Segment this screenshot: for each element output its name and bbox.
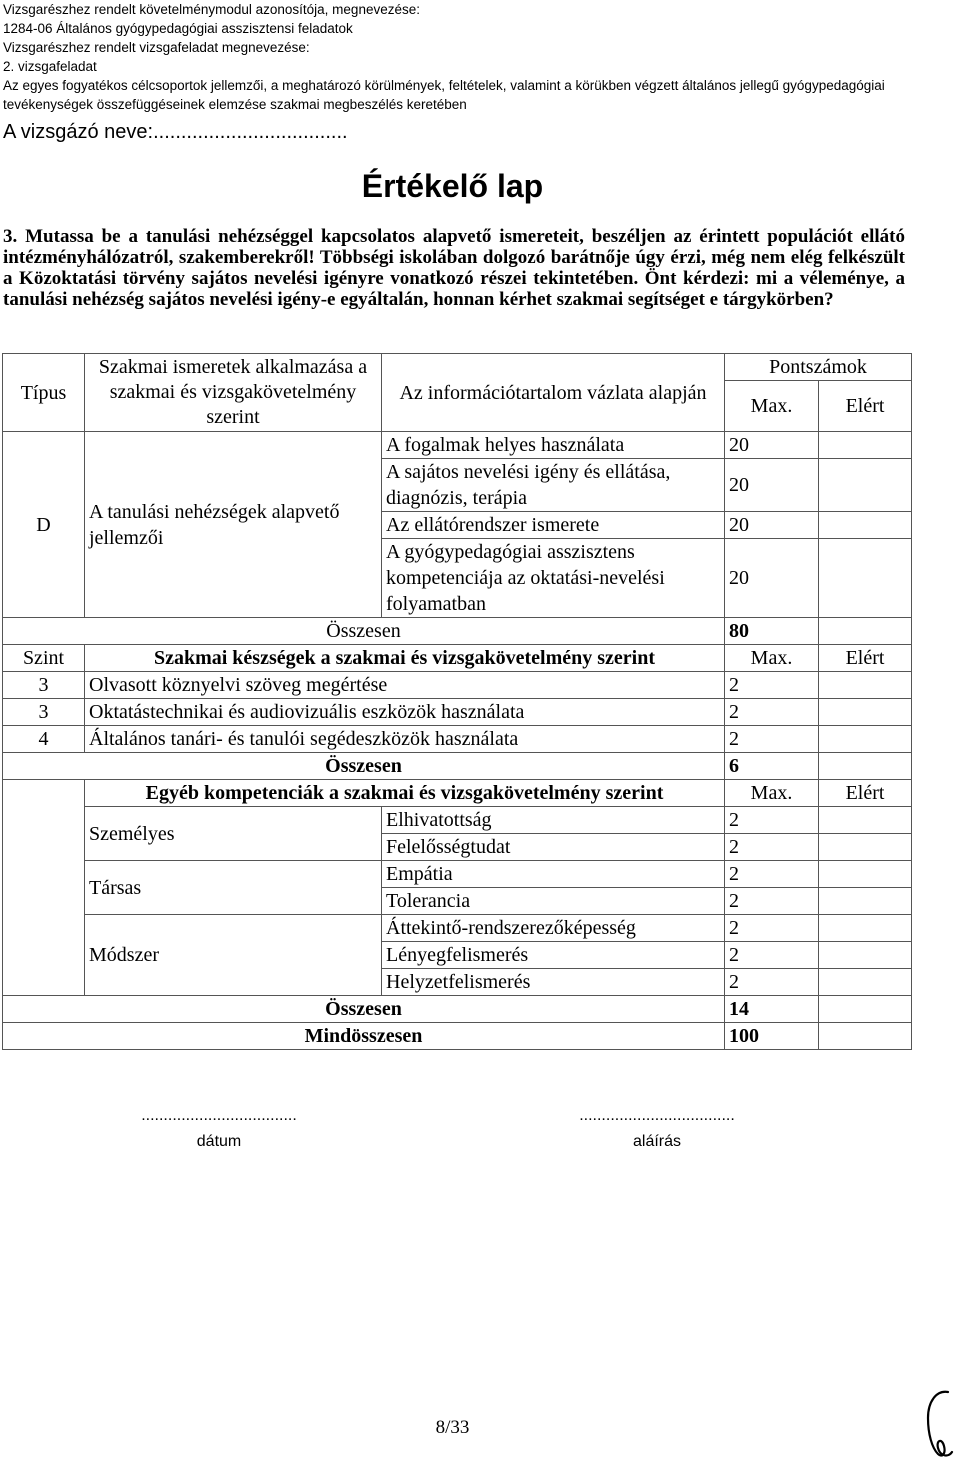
max-value: 2 <box>725 672 819 699</box>
competency-group-method: Módszer <box>85 915 382 996</box>
evaluation-table <box>2 353 912 1050</box>
grand-total-value: 100 <box>725 1023 819 1050</box>
achieved-cell[interactable] <box>819 539 912 618</box>
col-header-achieved: Elért <box>819 645 912 672</box>
max-value: 20 <box>725 432 819 459</box>
achieved-cell[interactable] <box>819 807 912 834</box>
date-dots: ................................... <box>141 1107 297 1124</box>
competency-item: Helyzetfelismerés <box>382 969 725 996</box>
competency-item: Áttekintő-rendszerezőképesség <box>382 915 725 942</box>
max-value: 2 <box>725 807 819 834</box>
date-field <box>88 1106 350 1152</box>
content-item: Az ellátórendszer ismerete <box>382 512 725 539</box>
total-label: Összesen <box>3 618 725 645</box>
max-value: 2 <box>725 888 819 915</box>
max-value: 20 <box>725 512 819 539</box>
col-header-content: Az információtartalom vázlata alapján <box>382 354 725 432</box>
level-value: 3 <box>3 672 85 699</box>
col-header-level: Szint <box>3 645 85 672</box>
content-item: A gyógypedagógiai asszisztens kompetenciája az oktatási-nevelési folyamatban <box>382 539 725 618</box>
achieved-cell[interactable] <box>819 432 912 459</box>
max-value: 2 <box>725 942 819 969</box>
max-value: 2 <box>725 699 819 726</box>
achieved-cell[interactable] <box>819 861 912 888</box>
max-value: 2 <box>725 915 819 942</box>
achieved-cell[interactable] <box>819 915 912 942</box>
max-value: 2 <box>725 861 819 888</box>
competency-item: Lényegfelismerés <box>382 942 725 969</box>
achieved-cell[interactable] <box>819 888 912 915</box>
col-header-max: Max. <box>725 645 819 672</box>
header-task-label: Vizsgarészhez rendelt vizsgafeladat megnevezése: <box>3 40 310 55</box>
col-header-knowledge: Szakmai ismeretek alkalmazása a szakmai és vizsgakövetelmény szerint <box>85 354 382 432</box>
document-header <box>3 0 953 114</box>
topic-value: A tanulási nehézségek alapvető jellemzői <box>85 432 382 618</box>
total-value: 80 <box>725 618 819 645</box>
max-value: 20 <box>725 539 819 618</box>
total-label: Összesen <box>3 996 725 1023</box>
date-label: dátum <box>196 1133 242 1150</box>
competency-group-personal: Személyes <box>85 807 382 861</box>
max-value: 2 <box>725 726 819 753</box>
total-value: 6 <box>725 753 819 780</box>
signature-label: aláírás <box>632 1133 682 1150</box>
achieved-total-cell[interactable] <box>819 996 912 1023</box>
achieved-cell[interactable] <box>819 969 912 996</box>
competency-item: Tolerancia <box>382 888 725 915</box>
max-value: 2 <box>725 834 819 861</box>
achieved-total-cell[interactable] <box>819 753 912 780</box>
content-item: A fogalmak helyes használata <box>382 432 725 459</box>
page-title: Értékelő lap <box>361 168 544 204</box>
col-header-skills: Szakmai készségek a szakmai és vizsgakövetelmény szerint <box>85 645 725 672</box>
achieved-cell[interactable] <box>819 942 912 969</box>
col-header-points: Pontszámok <box>725 354 912 381</box>
competency-item: Felelősségtudat <box>382 834 725 861</box>
grand-total-label: Mindösszesen <box>3 1023 725 1050</box>
signature-dots: ................................... <box>579 1107 735 1124</box>
achieved-cell[interactable] <box>819 512 912 539</box>
col-header-achieved: Elért <box>819 381 912 432</box>
col-header-achieved: Elért <box>819 780 912 807</box>
handwritten-mark-icon <box>922 1388 956 1460</box>
header-module-label: Vizsgarészhez rendelt követelménymodul azonosítója, megnevezése: <box>3 2 420 17</box>
achieved-grand-total-cell[interactable] <box>819 1023 912 1050</box>
achieved-cell[interactable] <box>819 699 912 726</box>
col-header-max: Max. <box>725 381 819 432</box>
achieved-cell[interactable] <box>819 726 912 753</box>
total-label: Összesen <box>3 753 725 780</box>
skill-item: Oktatástechnikai és audiovizuális eszközök használata <box>85 699 725 726</box>
max-value: 20 <box>725 459 819 512</box>
max-value: 2 <box>725 969 819 996</box>
level-value: 4 <box>3 726 85 753</box>
task-description: 3. Mutassa be a tanulási nehézséggel kapcsolatos alapvető ismereteit, beszéljen az érintett populációt ellátó intézményhálózatról, szakemberekről! Többségi iskolában dolgozó barátnője úgy érzi, még nem elég felkészült a Közoktatási törvény sajátos nevelési igényre vonatkozó részei tekintetében. Önt kérdezi: mi a véleménye, a tanulási nehézség sajátos nevelési igény-e egyáltalán, honnan kérhet szakmai segítséget e tárgykörben? <box>3 226 905 310</box>
type-value: D <box>3 432 85 618</box>
achieved-cell[interactable] <box>819 672 912 699</box>
achieved-cell[interactable] <box>819 834 912 861</box>
skill-item: Olvasott köznyelvi szöveg megértése <box>85 672 725 699</box>
total-value: 14 <box>725 996 819 1023</box>
competency-item: Elhivatottság <box>382 807 725 834</box>
competency-group-social: Társas <box>85 861 382 915</box>
skill-item: Általános tanári- és tanulói segédeszközök használata <box>85 726 725 753</box>
col-header-type: Típus <box>3 354 85 432</box>
content-item: A sajátos nevelési igény és ellátása, diagnózis, terápia <box>382 459 725 512</box>
header-task-name: 2. vizsgafeladat <box>3 59 97 74</box>
achieved-cell[interactable] <box>819 459 912 512</box>
header-task-description: Az egyes fogyatékos célcsoportok jellemzői, a meghatározó körülmények, feltételek, valamint a körükben végzett általános jellegű gyógypedagógiai tevékenységek összefüggéseinek elemzése szakmai megbeszélés keretében <box>3 78 885 112</box>
examinee-name-field: A vizsgázó neve:................................... <box>3 121 348 143</box>
level-value: 3 <box>3 699 85 726</box>
signature-field <box>526 1106 788 1152</box>
achieved-total-cell[interactable] <box>819 618 912 645</box>
col-header-other-competencies: Egyéb kompetenciák a szakmai és vizsgakövetelmény szerint <box>85 780 725 807</box>
header-module-name: 1284-06 Általános gyógypedagógiai asszisztensi feladatok <box>3 21 353 36</box>
competency-item: Empátia <box>382 861 725 888</box>
page-number: 8/33 <box>435 1417 470 1438</box>
col-header-max: Max. <box>725 780 819 807</box>
